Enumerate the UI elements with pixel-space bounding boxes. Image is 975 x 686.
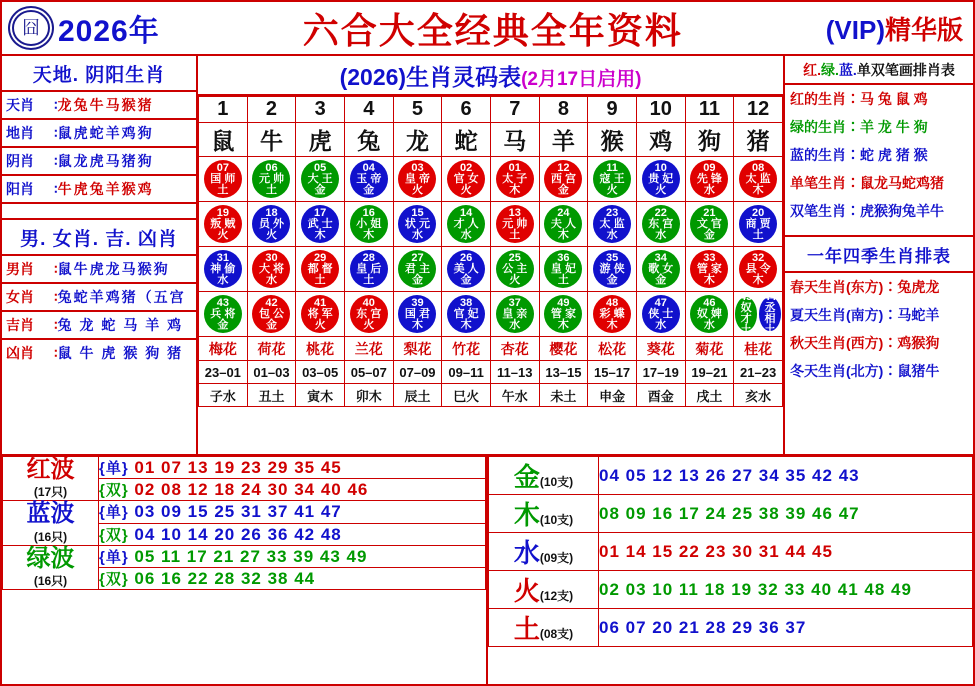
right-panel — [785, 56, 973, 454]
double-numbers: 04 10 14 20 26 36 42 48 — [134, 524, 342, 544]
zodiac-ball[interactable]: 49 管 家 木 — [544, 295, 582, 333]
list-item — [2, 176, 196, 204]
table-cell: 07–09 — [393, 361, 442, 384]
table-cell: 23–01 — [199, 361, 248, 384]
left-panel — [2, 56, 198, 454]
table-row — [489, 495, 973, 533]
wave-double-cell — [99, 479, 486, 501]
table-cell — [685, 292, 734, 337]
table-cell — [734, 157, 783, 202]
zodiac-ball[interactable]: 02 官 女 火 — [447, 160, 485, 198]
table-cell: 11–13 — [490, 361, 539, 384]
table-cell — [442, 157, 491, 202]
table-cell — [490, 292, 539, 337]
table-row-zodiacs — [199, 123, 783, 157]
table-cell: 13–15 — [539, 361, 588, 384]
table-cell: 竹花 — [442, 337, 491, 361]
table-cell: 7 — [490, 97, 539, 123]
zodiac-ball[interactable]: 28 皇 后 土 — [350, 250, 388, 288]
zodiac-ball[interactable]: 26 美 人 金 — [447, 250, 485, 288]
header — [2, 2, 973, 56]
single-tag: {单} — [99, 504, 129, 522]
table-cell — [685, 202, 734, 247]
table-cell — [442, 247, 491, 292]
table-cell — [636, 247, 685, 292]
table-cell: 05–07 — [344, 361, 393, 384]
table-cell: 马 — [490, 123, 539, 157]
five-elements-table — [488, 456, 973, 647]
svg-text:囧: 囧 — [22, 18, 40, 39]
row-sep: ∶ — [54, 180, 58, 197]
zodiac-ball[interactable]: 17 武 士 木 — [301, 205, 339, 243]
table-cell: 4 — [344, 97, 393, 123]
table-cell — [247, 202, 296, 247]
element-count: (09支) — [539, 551, 574, 565]
table-cell — [247, 247, 296, 292]
element-count: (10支) — [539, 513, 574, 527]
table-cell: 19–21 — [685, 361, 734, 384]
wave-name: 绿波 — [26, 544, 75, 572]
zodiac-ball[interactable]: 16 小 姐 木 — [350, 205, 388, 243]
zodiac-ball[interactable]: 30 大 将 水 — [252, 250, 290, 288]
table-cell — [442, 202, 491, 247]
table-row — [3, 545, 486, 567]
table-cell — [636, 157, 685, 202]
zodiac-ball[interactable]: 39 国 君 木 — [398, 295, 436, 333]
list-item — [2, 284, 196, 312]
table-cell — [344, 247, 393, 292]
wave-count: (16只) — [33, 574, 68, 589]
list-item — [2, 256, 196, 284]
table-row-balls-3 — [199, 247, 783, 292]
table-cell: 松花 — [588, 337, 637, 361]
wave-double-cell — [99, 567, 486, 589]
row-value: 鼠牛虎龙马猴狗 — [57, 261, 170, 277]
single-tag: {单} — [99, 548, 129, 566]
zodiac-ball[interactable]: 42 包 公 金 — [252, 295, 290, 333]
zodiac-ball[interactable]: 33 管 家 木 — [690, 250, 728, 288]
table-cell: 03–05 — [296, 361, 345, 384]
row-sep: ∶ — [54, 344, 58, 361]
table-row-balls-2 — [199, 202, 783, 247]
row-label: 阴肖 — [6, 153, 34, 169]
title-part-2: (2月17日启用) — [521, 69, 642, 90]
table-cell: 8 — [539, 97, 588, 123]
wave-name-cell — [3, 545, 99, 589]
row-label: 阳肖 — [6, 181, 34, 197]
row-sep: ∶ — [54, 260, 58, 277]
zodiac-ball[interactable]: 41 将 军 火 — [301, 295, 339, 333]
zodiac-ball[interactable]: 36 皇 妃 土 — [544, 250, 582, 288]
zodiac-ball[interactable]: 09 先 锋 水 — [690, 160, 728, 198]
table-cell — [199, 202, 248, 247]
row-value: 牛虎兔羊猴鸡 — [57, 181, 154, 197]
element-name-cell — [489, 609, 599, 647]
table-cell — [247, 292, 296, 337]
table-cell: 17–19 — [636, 361, 685, 384]
zodiac-table — [198, 96, 783, 407]
table-cell — [344, 157, 393, 202]
list-item — [2, 312, 196, 340]
table-row — [489, 609, 973, 647]
title-segment-blue: 蓝. — [838, 62, 857, 78]
element-name: 土 — [513, 614, 540, 644]
row-label: 地肖 — [6, 125, 34, 141]
element-count: (12支) — [539, 589, 574, 603]
table-row — [489, 571, 973, 609]
element-count: (10支) — [539, 475, 574, 489]
wave-single-cell — [99, 457, 486, 479]
table-cell: 6 — [442, 97, 491, 123]
list-item — [2, 340, 196, 366]
title-part-1: (2026)生肖灵码表 — [339, 64, 522, 90]
element-numbers: 02 03 10 11 18 19 32 33 40 41 48 49 — [599, 571, 973, 609]
list-item: 春天生肖(东方)∶兔虎龙 — [790, 279, 940, 295]
zodiac-ball[interactable]: 45 奴 才 土 — [735, 297, 757, 331]
zodiac-ball[interactable]: 07 国 师 土 — [204, 160, 242, 198]
table-cell: 梨花 — [393, 337, 442, 361]
zodiac-ball[interactable]: 25 公 主 火 — [496, 250, 534, 288]
table-cell: 卯木 — [344, 384, 393, 407]
zodiac-table-title — [198, 56, 783, 96]
zodiac-ball[interactable]: 04 玉 帝 金 — [350, 160, 388, 198]
list-item: 蓝的生肖∶蛇 虎 猪 猴 — [790, 147, 928, 163]
zodiac-ball[interactable]: 18 员 外 火 — [252, 205, 290, 243]
zodiac-ball[interactable]: 10 贵 妃 火 — [642, 160, 680, 198]
zodiac-ball[interactable]: 21 文 官 金 — [690, 205, 728, 243]
table-cell: 猪 — [734, 123, 783, 157]
right-panel-title-2: 一年四季生肖排表 — [785, 235, 973, 273]
row-value: 鼠龙虎马猪狗 — [57, 153, 154, 169]
table-cell: 亥水 — [734, 384, 783, 407]
table-row-flowers — [199, 337, 783, 361]
table-row-balls-1 — [199, 157, 783, 202]
table-row-balls-4 — [199, 292, 783, 337]
table-cell — [539, 202, 588, 247]
vip-label: (VIP) — [825, 14, 885, 45]
zodiac-ball[interactable]: 43 兵 将 金 — [204, 295, 242, 333]
table-row — [489, 457, 973, 495]
table-cell: 5 — [393, 97, 442, 123]
element-name-cell — [489, 495, 599, 533]
table-row — [3, 457, 486, 479]
table-cell: 樱花 — [539, 337, 588, 361]
table-cell: 3 — [296, 97, 345, 123]
table-cell: 牛 — [247, 123, 296, 157]
table-cell: 荷花 — [247, 337, 296, 361]
table-cell: 10 — [636, 97, 685, 123]
table-cell: 桃花 — [296, 337, 345, 361]
zodiac-ball[interactable]: 40 东 宫 火 — [350, 295, 388, 333]
table-cell — [296, 292, 345, 337]
table-row-time-ranges — [199, 361, 783, 384]
table-cell: 子水 — [199, 384, 248, 407]
table-cell — [296, 247, 345, 292]
zodiac-ball[interactable]: 32 县 令 木 — [739, 250, 777, 288]
table-cell: 羊 — [539, 123, 588, 157]
row-sep: ∶ — [54, 152, 58, 169]
table-cell: 兔 — [344, 123, 393, 157]
table-cell: 狗 — [685, 123, 734, 157]
left-panel-title-2: 男. 女肖. 吉. 凶肖 — [2, 218, 196, 256]
element-numbers: 01 14 15 22 23 30 31 44 45 — [599, 533, 973, 571]
zodiac-ball[interactable]: 27 君 主 金 — [398, 250, 436, 288]
table-cell: 梅花 — [199, 337, 248, 361]
spacer — [2, 204, 196, 218]
list-item — [2, 92, 196, 120]
table-cell: 寅木 — [296, 384, 345, 407]
table-cell: 2 — [247, 97, 296, 123]
brand-logo-icon — [8, 6, 54, 50]
zodiac-code-panel — [198, 56, 785, 454]
zodiac-ball[interactable]: 14 才 人 水 — [447, 205, 485, 243]
zodiac-ball[interactable]: 48 彩 蝶 木 — [593, 295, 631, 333]
zodiac-ball[interactable]: 01 太 子 木 — [496, 160, 534, 198]
vip-badge — [826, 10, 963, 47]
zodiac-ball[interactable]: 29 都 督 土 — [301, 250, 339, 288]
table-cell — [636, 292, 685, 337]
wave-panel — [2, 456, 488, 684]
table-cell: 蛇 — [442, 123, 491, 157]
year-title: 2026年 — [58, 15, 160, 48]
table-cell — [490, 157, 539, 202]
zodiac-ball[interactable]: 06 元 帅 土 — [252, 160, 290, 198]
table-cell — [344, 202, 393, 247]
table-cell: 桂花 — [734, 337, 783, 361]
table-cell: 酉金 — [636, 384, 685, 407]
row-label: 天肖 — [6, 97, 34, 113]
table-cell — [685, 157, 734, 202]
table-cell: 09–11 — [442, 361, 491, 384]
element-name: 水 — [513, 538, 540, 568]
title-segment-red: 红. — [803, 62, 822, 78]
table-cell — [734, 247, 783, 292]
table-cell: 巳火 — [442, 384, 491, 407]
row-sep: ∶ — [54, 288, 58, 305]
list-item — [2, 120, 196, 148]
table-cell — [734, 292, 783, 337]
zodiac-ball[interactable]: 23 太 监 水 — [593, 205, 631, 243]
table-row-numbers — [199, 97, 783, 123]
table-cell: 未土 — [539, 384, 588, 407]
element-numbers: 06 07 20 21 28 29 36 37 — [599, 609, 973, 647]
five-elements-panel — [488, 456, 973, 684]
table-cell: 11 — [685, 97, 734, 123]
double-numbers: 06 16 22 28 32 38 44 — [134, 569, 316, 589]
element-name-cell — [489, 533, 599, 571]
table-cell: 鸡 — [636, 123, 685, 157]
table-row-stem-elements — [199, 384, 783, 407]
title-segment-green: 绿. — [821, 62, 839, 78]
list-item: 绿的生肖∶羊 龙 牛 狗 — [790, 119, 928, 135]
element-numbers: 04 05 12 13 26 27 34 35 42 43 — [599, 457, 973, 495]
table-cell — [734, 202, 783, 247]
zodiac-ball[interactable]: 37 皇 亲 水 — [496, 295, 534, 333]
table-cell: 辰土 — [393, 384, 442, 407]
wave-single-cell — [99, 545, 486, 567]
table-cell: 菊花 — [685, 337, 734, 361]
table-cell: 兰花 — [344, 337, 393, 361]
row-value: 鼠 牛 虎 猴 狗 猪 — [57, 345, 184, 361]
row-label: 男肖 — [6, 261, 34, 277]
table-row — [489, 533, 973, 571]
table-cell — [685, 247, 734, 292]
table-cell — [539, 292, 588, 337]
table-cell: 15–17 — [588, 361, 637, 384]
row-sep: ∶ — [54, 124, 58, 141]
single-numbers: 03 09 15 25 31 37 41 47 — [134, 502, 342, 522]
list-item — [2, 148, 196, 176]
element-name: 火 — [513, 576, 540, 606]
table-cell: 9 — [588, 97, 637, 123]
table-row — [3, 501, 486, 523]
table-cell — [442, 292, 491, 337]
table-cell — [539, 157, 588, 202]
wave-double-cell — [99, 523, 486, 545]
table-cell — [247, 157, 296, 202]
double-tag: {双} — [99, 571, 129, 589]
table-cell: 龙 — [393, 123, 442, 157]
single-tag: {单} — [99, 460, 129, 478]
table-cell — [199, 247, 248, 292]
vip-edition-label: 精华版 — [884, 14, 963, 45]
table-cell — [588, 247, 637, 292]
zodiac-ball[interactable]: 35 游 侠 金 — [593, 250, 631, 288]
wave-name: 红波 — [26, 456, 75, 483]
table-cell — [393, 157, 442, 202]
element-name-cell — [489, 571, 599, 609]
row-sep: ∶ — [54, 316, 58, 333]
wave-count: (17只) — [33, 485, 68, 500]
table-cell — [490, 247, 539, 292]
element-name-cell — [489, 457, 599, 495]
zodiac-ball[interactable]: 38 官 妃 木 — [447, 295, 485, 333]
zodiac-ball[interactable]: 20 商 贾 土 — [739, 205, 777, 243]
table-cell — [636, 202, 685, 247]
table-cell — [490, 202, 539, 247]
left-panel-title: 天地. 阴阳生肖 — [2, 56, 196, 92]
row-label: 女肖 — [6, 289, 34, 305]
row-value: 鼠虎蛇羊鸡狗 — [57, 125, 154, 141]
table-cell — [296, 202, 345, 247]
table-cell: 猴 — [588, 123, 637, 157]
zodiac-ball[interactable]: 05 大 王 金 — [301, 160, 339, 198]
table-cell: 虎 — [296, 123, 345, 157]
zodiac-ball[interactable]: 03 皇 帝 火 — [398, 160, 436, 198]
bottom-row — [2, 456, 973, 684]
zodiac-ball[interactable]: 19 叛 贼 火 — [204, 205, 242, 243]
table-cell — [393, 247, 442, 292]
element-name: 金 — [513, 462, 540, 492]
table-cell: 午水 — [490, 384, 539, 407]
table-cell: 戌土 — [685, 384, 734, 407]
list-item: 单笔生肖∶鼠龙马蛇鸡猪 — [790, 175, 944, 191]
table-cell — [539, 247, 588, 292]
table-cell — [393, 202, 442, 247]
title-segment-rest: 单双笔画排肖表 — [856, 62, 955, 78]
row-value: 兔 龙 蛇 马 羊 鸡 — [57, 317, 184, 333]
table-cell — [588, 292, 637, 337]
wave-count: (16只) — [33, 529, 68, 544]
table-cell: 申金 — [588, 384, 637, 407]
zodiac-ball[interactable]: 08 太 监 木 — [739, 160, 777, 198]
table-cell — [393, 292, 442, 337]
element-count: (08支) — [539, 627, 574, 641]
double-tag: {双} — [99, 482, 129, 500]
wave-name-cell — [3, 501, 99, 545]
double-numbers: 02 08 12 18 24 30 34 40 46 — [134, 480, 369, 500]
table-cell: 1 — [199, 97, 248, 123]
single-numbers: 01 07 13 19 23 29 35 45 — [134, 458, 342, 478]
table-cell: 12 — [734, 97, 783, 123]
table-cell: 鼠 — [199, 123, 248, 157]
table-cell: 杏花 — [490, 337, 539, 361]
zodiac-ball[interactable]: 34 歌 女 金 — [642, 250, 680, 288]
row-value: 兔蛇羊鸡猪（五宫 — [57, 289, 186, 305]
table-cell — [588, 202, 637, 247]
zodiac-ball[interactable]: 11 寇 王 火 — [593, 160, 631, 198]
row-label: 吉肖 — [6, 317, 34, 333]
table-cell: 丑土 — [247, 384, 296, 407]
table-cell — [199, 157, 248, 202]
spacer — [785, 225, 973, 235]
zodiac-ball[interactable]: 24 夫 人 木 — [544, 205, 582, 243]
body-row — [2, 56, 973, 456]
table-cell — [588, 157, 637, 202]
single-numbers: 05 11 17 21 27 33 39 43 49 — [134, 546, 368, 566]
zodiac-ball[interactable]: 31 神 偷 水 — [204, 250, 242, 288]
list-item: 双笔生肖∶虎猴狗兔羊牛 — [790, 203, 944, 219]
row-label: 凶肖 — [6, 345, 34, 361]
list-item: 秋天生肖(西方)∶鸡猴狗 — [790, 335, 940, 351]
element-numbers: 08 09 16 17 24 25 38 39 46 47 — [599, 495, 973, 533]
list-item: 红的生肖∶马 兔 鼠 鸡 — [790, 91, 928, 107]
list-item: 冬天生肖(北方)∶鼠猪牛 — [790, 363, 940, 379]
row-value: 龙兔牛马猴猪 — [57, 97, 154, 113]
page-title: 六合大全经典全年资料 — [302, 10, 683, 52]
table-cell — [199, 292, 248, 337]
table-cell — [296, 157, 345, 202]
zodiac-ball[interactable]: 22 东 宫 水 — [642, 205, 680, 243]
wave-single-cell — [99, 501, 486, 523]
zodiac-ball[interactable]: 46 奴 婢 水 — [690, 295, 728, 333]
table-cell: 01–03 — [247, 361, 296, 384]
table-cell — [344, 292, 393, 337]
table-cell: 21–23 — [734, 361, 783, 384]
list-item: 夏天生肖(南方)∶马蛇羊 — [790, 307, 940, 323]
zodiac-ball[interactable]: 13 元 帅 土 — [496, 205, 534, 243]
table-cell: 葵花 — [636, 337, 685, 361]
wave-name: 蓝波 — [26, 500, 75, 528]
row-sep: ∶ — [54, 96, 58, 113]
double-tag: {双} — [99, 526, 129, 544]
wave-table — [2, 456, 486, 590]
zodiac-ball[interactable]: 47 侠 士 水 — [642, 295, 680, 333]
zodiac-ball[interactable]: 44 丞 相 土 — [759, 297, 781, 331]
wave-name-cell — [3, 457, 99, 501]
right-panel-title — [785, 56, 973, 85]
element-name: 木 — [513, 500, 540, 530]
zodiac-ball[interactable]: 15 状 元 水 — [398, 205, 436, 243]
zodiac-ball[interactable]: 12 西 宫 金 — [544, 160, 582, 198]
